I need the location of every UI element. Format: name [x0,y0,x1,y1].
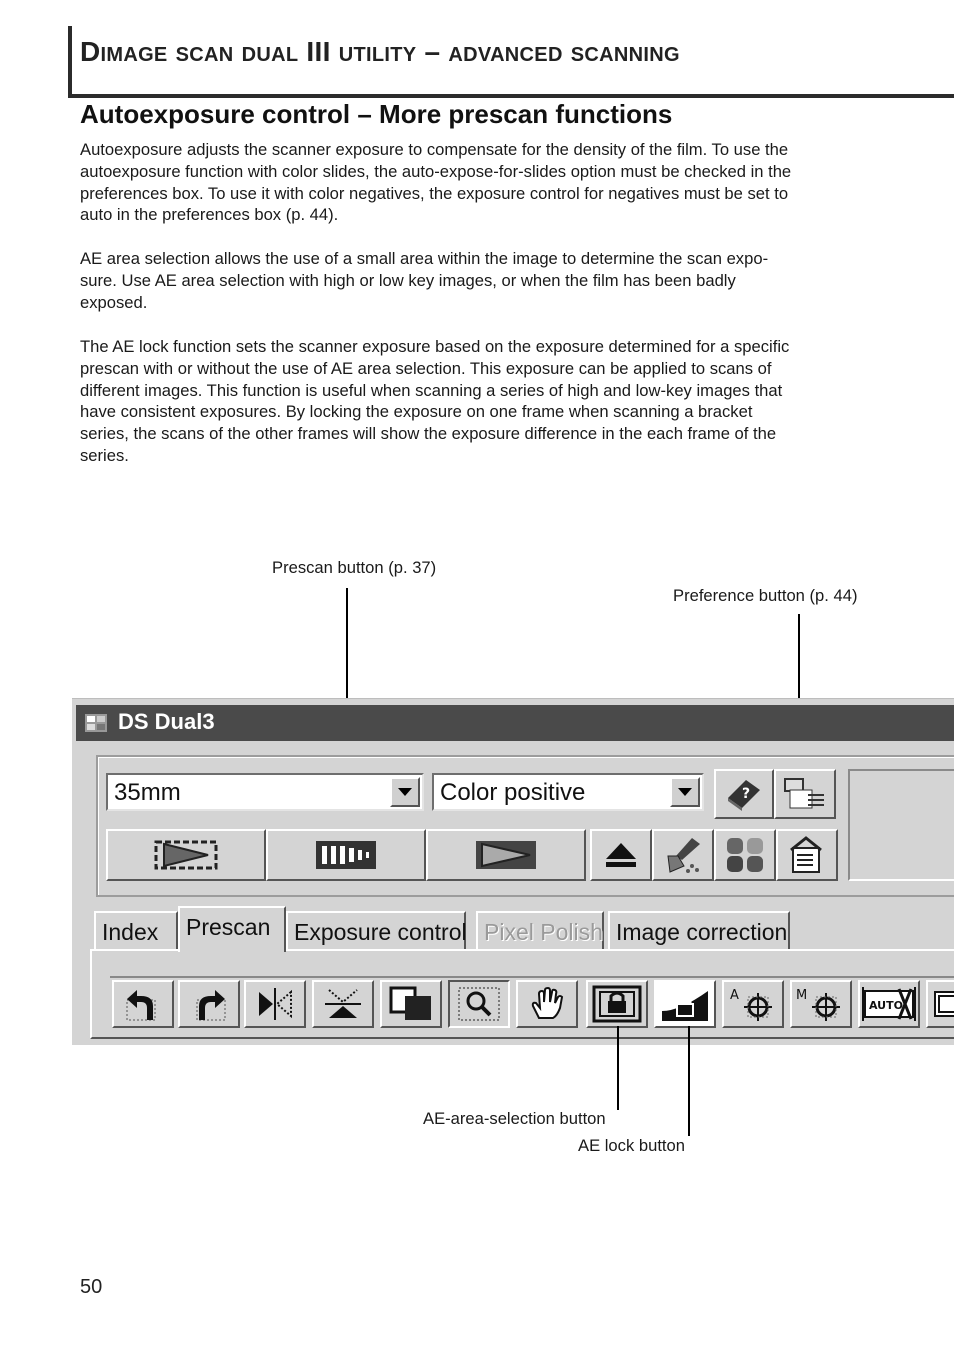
rotate-right-icon [189,986,229,1022]
chevron-down-icon[interactable] [670,777,700,807]
auto-crop-button[interactable] [858,980,920,1028]
eject-button[interactable] [590,829,652,881]
index-view-button[interactable] [774,769,836,819]
tab-pixel-polish[interactable]: Pixel Polish [476,911,604,949]
rotate-right-button[interactable] [178,980,240,1028]
paragraph-ae-area: AE area selection allows the use of a small area within the image to determine the scan expo- sure. Use AE area selection with high or low key images, or when the film has been badly exposed. [80,249,769,312]
flip-vertical-button[interactable] [312,980,374,1028]
svg-text:M: M [796,988,808,1003]
callout-preference: Preference button (p. 44) [673,586,858,605]
tab-image-correction[interactable]: Image correction [608,911,790,949]
hand-button[interactable] [516,980,578,1028]
callout-ae-area: AE-area-selection button [423,1109,606,1128]
zoom-icon [457,986,501,1022]
rotate-left-button[interactable] [112,980,174,1028]
chevron-down-icon[interactable] [390,777,420,807]
ae-lock-icon [660,985,710,1023]
film-type-value: Color positive [440,779,586,806]
scan-icon [474,838,538,872]
job-button[interactable] [714,829,776,881]
thumbnail-list-icon [782,776,828,812]
header-rule-horizontal [68,94,954,98]
manual-focus-button[interactable] [790,980,852,1028]
tab-prescan[interactable]: Prescan [178,906,286,952]
rotate-left-icon [123,986,163,1022]
paragraph-autoexposure: Autoexposure adjusts the scanner exposure to compensate for the density of the film. To use the autoexposure function with color slides, the auto-expose-for-slides option must be checked in the preferences box. To use it with color negatives, the exposure control for negatives must be set to auto in the preferences box (p. 44). [80,140,792,225]
film-format-select[interactable] [106,773,424,811]
hand-icon [527,986,567,1022]
callout-prescan: Prescan button (p. 37) [272,558,437,577]
callout-line-ae-lock [688,1026,690,1136]
crop-button[interactable] [380,980,442,1028]
svg-text:?: ? [742,786,751,802]
scan-all-icon [154,838,218,872]
tab-index[interactable]: Index [94,911,178,949]
zoom-button[interactable] [448,980,510,1028]
film-format-value: 35mm [114,779,181,806]
film-type-select[interactable] [432,773,704,811]
callout-ae-lock: AE lock button [578,1136,686,1155]
prescan-button[interactable] [266,829,426,881]
chapter-title: Dimage scan dual III utility – advanced scanning [80,36,680,67]
job-grid-icon [725,836,765,874]
ae-area-selection-button[interactable] [586,980,648,1028]
flip-vertical-icon [323,986,363,1022]
preview-frame [848,769,954,881]
prescan-icon [314,838,378,872]
app-icon [84,711,110,735]
help-book-icon [724,776,764,812]
tab-exposure-control[interactable]: Exposure control [286,911,466,949]
window-titlebar [76,705,954,741]
more-tools-button[interactable] [926,980,954,1028]
ae-lock-button[interactable] [654,980,716,1028]
auto-focus-icon [728,985,778,1023]
section-title: Autoexposure control – More prescan functions [80,99,673,129]
app-window [72,698,954,1045]
paragraph-ae-lock: The AE lock function sets the scanner exposure based on the exposure determined for a specific prescan with or without the use of AE area selection. This exposure can be applied to scans of different images. This function is useful when scanning a series of high and low-key images that have consistent exposures. By locking the exposure on one frame when scanning a bracket series, the scans of the other frames will show the exposure difference in the each frame of the series. [80,337,790,465]
window-title: DS Dual3 [118,709,215,734]
scan-all-button[interactable] [106,829,266,881]
auto-focus-button[interactable] [722,980,784,1028]
flip-horizontal-button[interactable] [244,980,306,1028]
help-button[interactable] [714,769,774,819]
preferences-icon [787,836,827,874]
flip-horizontal-icon [255,986,295,1022]
preference-button[interactable] [776,829,838,881]
manual-focus-icon [796,985,846,1023]
page-number: 50 [80,1276,103,1298]
auto-crop-icon [861,985,917,1023]
brush-icon [662,836,704,874]
svg-text:AUTO: AUTO [869,999,903,1012]
eject-icon [604,841,638,869]
cancel-settings-button[interactable] [652,829,714,881]
toolbar-overflow-icon [931,986,954,1022]
header-rule-vertical [68,26,72,98]
ae-area-selection-icon [592,985,642,1023]
svg-text:A: A [730,988,739,1003]
callout-line-ae-area [617,1026,619,1110]
crop-icon [389,986,433,1022]
scan-button[interactable] [426,829,586,881]
